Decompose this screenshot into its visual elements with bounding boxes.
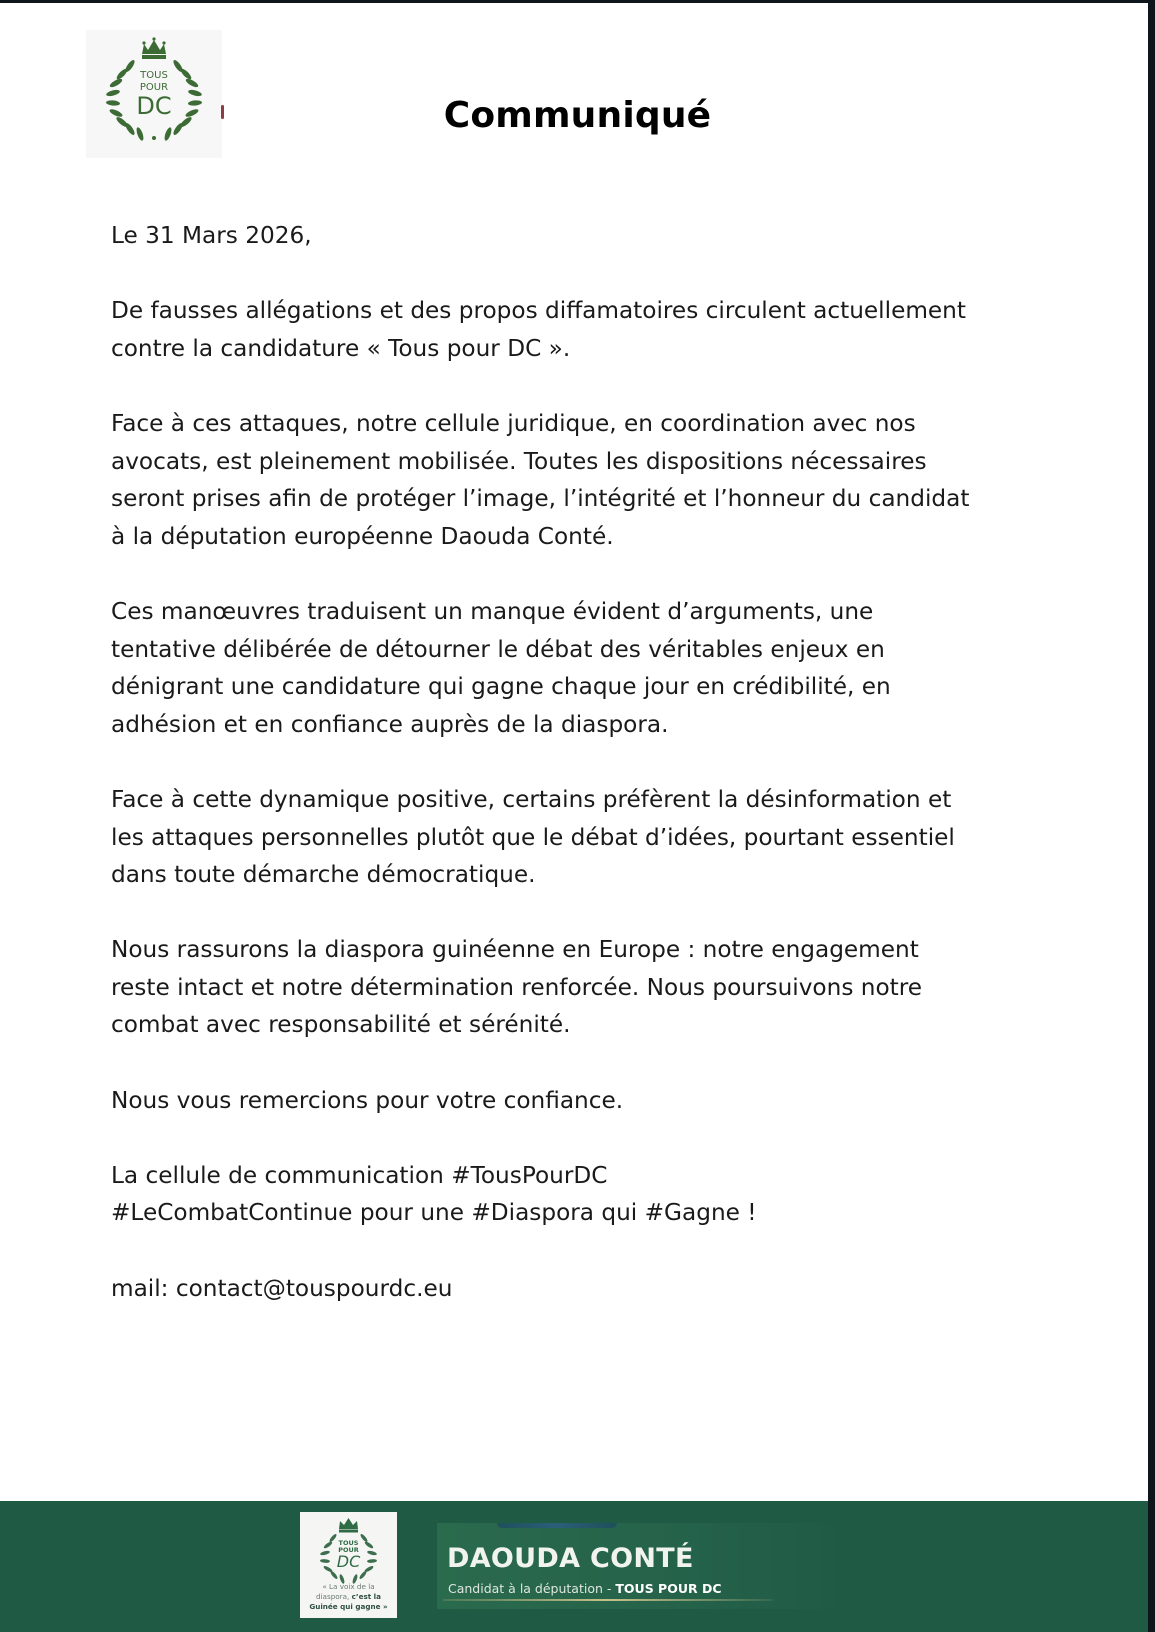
paragraph-line: tentative délibérée de détourner le débat des véritables enjeux en xyxy=(111,635,885,663)
banner-wave-decoration xyxy=(497,1523,617,1528)
footer-crown-icon xyxy=(339,1518,358,1533)
paragraph-line: seront prises afin de protéger l’image, l’intégrité et l’honneur du candidat xyxy=(111,485,970,513)
paragraph-line: à la députation européenne Daouda Conté. xyxy=(111,522,614,550)
paragraph-line: Nous rassurons la diaspora guinéenne en Europe : notre engagement xyxy=(111,936,919,964)
crown-icon xyxy=(142,37,166,59)
paragraph-line: dénigrant une candidature qui gagne chaque jour en crédibilité, en xyxy=(111,673,891,701)
page-title: Communiqué xyxy=(443,95,712,136)
paragraph xyxy=(111,1082,1121,1120)
paragraph xyxy=(111,931,1121,1044)
paragraph-line: reste intact et notre détermination renforcée. Nous poursuivons notre xyxy=(111,973,923,1001)
subtitle-text: Candidat à la députation - xyxy=(448,1581,612,1596)
footer-logo-tous: TOUS xyxy=(338,1539,359,1547)
date-line xyxy=(111,217,1121,255)
document-page xyxy=(0,3,1148,1632)
footer xyxy=(0,1501,1148,1632)
laurel-wreath-icon xyxy=(86,30,222,158)
paragraph-line: dans toute démarche démocratique. xyxy=(111,861,536,889)
paragraph-line: La cellule de communication #TousPourDC xyxy=(111,1161,608,1189)
paragraph-line: combat avec responsabilité et sérénité. xyxy=(111,1011,571,1039)
paragraph-line: Face à ces attaques, notre cellule juridique, en coordination avec nos xyxy=(111,409,916,437)
logo-text-pour: POUR xyxy=(139,82,169,93)
paragraph-line: Nous vous remercions pour votre confiance. xyxy=(111,1086,624,1114)
paragraph xyxy=(111,405,1121,555)
footer-logo-pour: POUR xyxy=(338,1546,359,1554)
paragraph-line: mail: contact@touspourdc.eu xyxy=(111,1274,453,1302)
paragraph-line: #LeCombatContinue pour une #Diaspora qui #Gagne ! xyxy=(111,1199,757,1227)
subtitle-bold: TOUS POUR DC xyxy=(615,1581,722,1596)
paragraph xyxy=(111,292,1121,367)
paragraph-line: les attaques personnelles plutôt que le débat d’idées, pourtant essentiel xyxy=(111,823,955,851)
slogan-line-2b: c’est la xyxy=(351,1592,381,1601)
slogan-line-2a: diaspora, xyxy=(315,1592,350,1601)
slogan-line-1: « La voix de la xyxy=(322,1582,375,1591)
paragraph xyxy=(111,781,1121,894)
date-text: Le 31 Mars 2026, xyxy=(111,222,312,249)
paragraph-line: contre la candidature « Tous pour DC ». xyxy=(111,334,571,362)
candidate-subtitle xyxy=(448,1581,722,1596)
paragraph-line: Face à cette dynamique positive, certains préfèrent la désinformation et xyxy=(111,785,952,813)
tous-pour-dc-logo xyxy=(86,30,222,158)
paragraph-line: adhésion et en confiance auprès de la diaspora. xyxy=(111,710,669,738)
paragraph xyxy=(111,593,1121,743)
communique-body xyxy=(111,217,1121,1345)
paragraph-line: Ces manœuvres traduisent un manque évident d’arguments, une xyxy=(111,597,874,625)
candidate-name: DAOUDA CONTÉ xyxy=(447,1543,694,1574)
paragraph xyxy=(111,1270,1121,1308)
paragraph-line: De fausses allégations et des propos diffamatoires circulent actuellement xyxy=(111,297,966,325)
footer-slogan xyxy=(300,1582,397,1612)
banner-gold-line xyxy=(443,1599,773,1601)
footer-logo-dc: DC xyxy=(336,1552,361,1571)
logo-text-dc: DC xyxy=(136,92,172,120)
candidate-banner xyxy=(437,1523,849,1609)
slogan-line-3: Guinée qui gagne » xyxy=(309,1602,388,1611)
footer-logo-card xyxy=(300,1512,397,1618)
footer-laurel-icon xyxy=(300,1512,397,1584)
logo-text-tous: TOUS xyxy=(140,70,168,81)
paragraph xyxy=(111,1157,1121,1232)
paragraph-line: avocats, est pleinement mobilisée. Toutes les dispositions nécessaires xyxy=(111,447,927,475)
